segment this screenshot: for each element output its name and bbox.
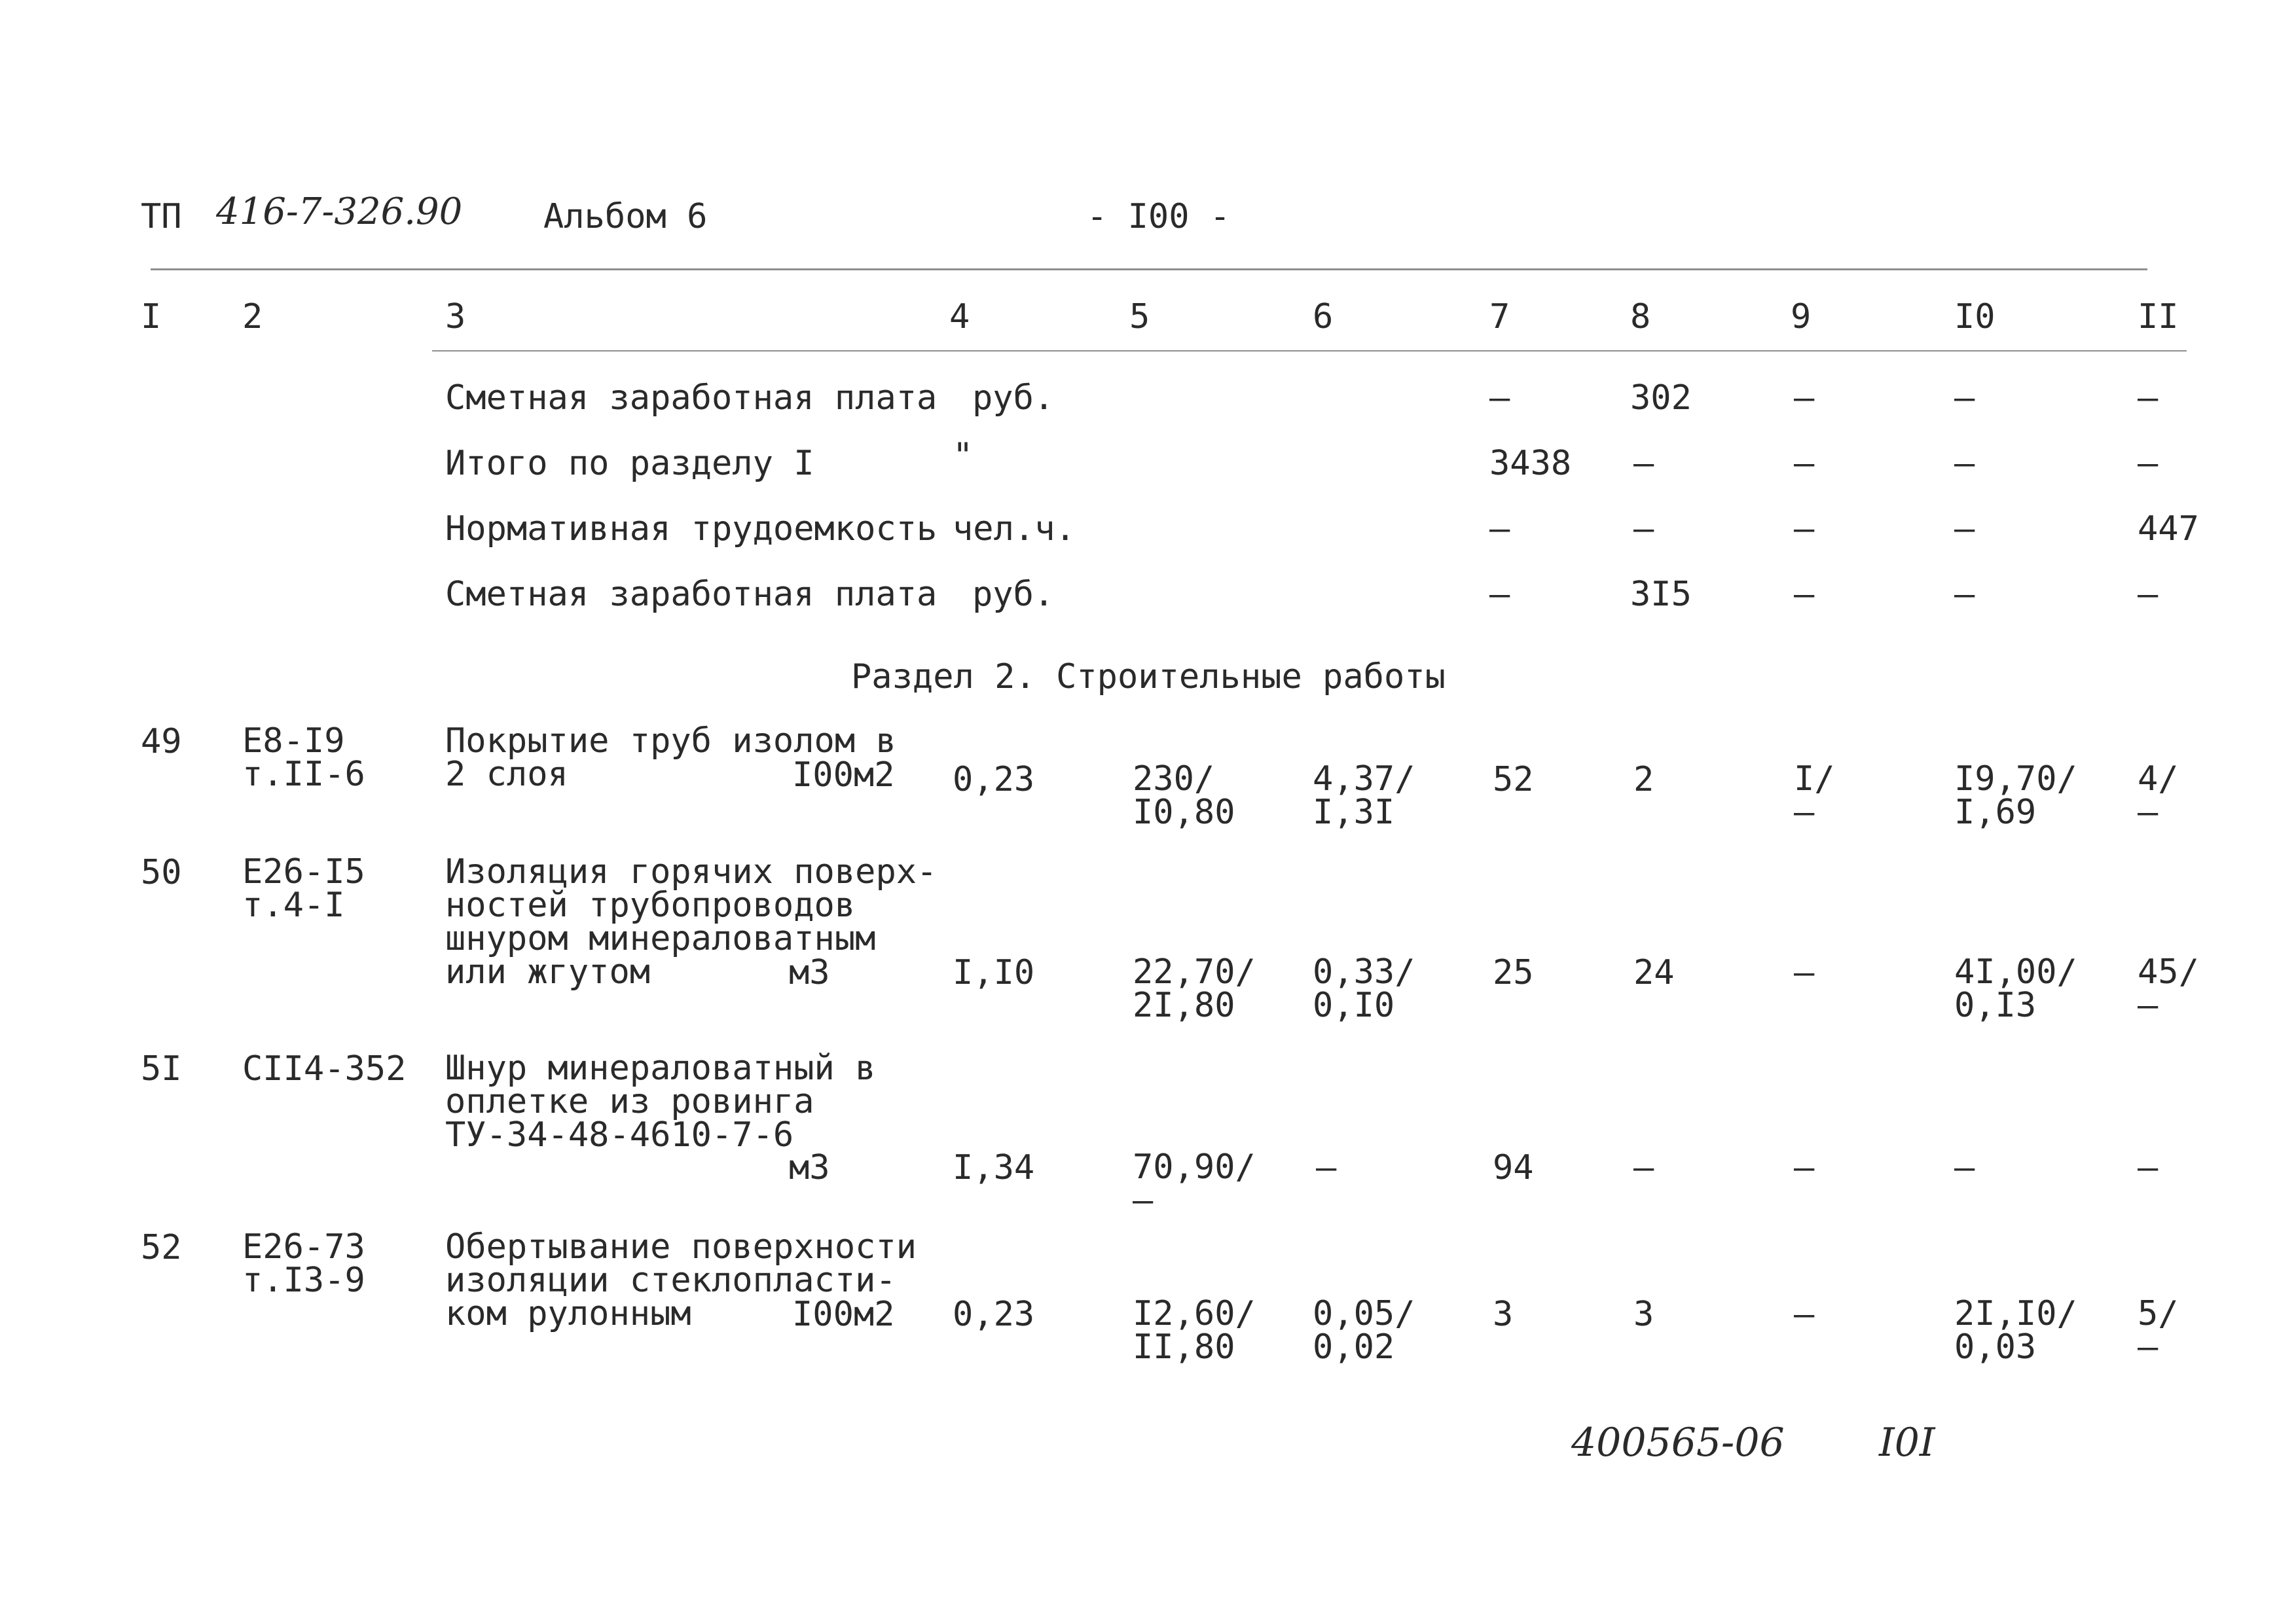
summary-col8: 302 <box>1630 378 1692 418</box>
row-col9: – <box>1794 1295 1815 1334</box>
row-col9: – <box>1794 953 1815 992</box>
row-unit: м3 <box>789 1148 830 1187</box>
row-col6: 0,33/ 0,I0 <box>1313 952 1415 1025</box>
row-quantity: I,34 <box>953 1148 1035 1187</box>
row-number: 52 <box>141 1228 182 1267</box>
row-col5: 230/ I0,80 <box>1133 759 1235 832</box>
column-number: II <box>2138 297 2179 336</box>
summary-unit: " <box>953 436 974 475</box>
row-col6: 4,37/ I,3I <box>1313 759 1415 832</box>
summary-col8: – <box>1633 509 1654 549</box>
summary-col9: – <box>1794 509 1815 549</box>
row-code: Е8-I9 т.II-6 <box>242 721 365 794</box>
row-col9: – <box>1794 1148 1815 1187</box>
summary-col10: – <box>1954 509 1975 549</box>
row-col11: 4/ – <box>2138 759 2179 832</box>
column-number: I0 <box>1954 297 1995 336</box>
summary-col7: – <box>1489 378 1510 418</box>
row-unit: I00м2 <box>792 755 895 795</box>
summary-col7: – <box>1489 575 1510 614</box>
header-prefix: ТП <box>141 197 182 236</box>
row-description: Шнур минераловатный в оплетке из ровинга ТУ-34-48-4610-7-6 <box>445 1049 876 1155</box>
footer-document-number: 400565-06 <box>1571 1420 1785 1466</box>
column-number: 8 <box>1630 297 1651 336</box>
header-page-number: - I00 - <box>1087 197 1231 236</box>
row-unit: I00м2 <box>792 1295 895 1334</box>
summary-col7: 3438 <box>1489 444 1572 483</box>
row-description: Покрытие труб изолом в 2 слоя <box>445 721 896 794</box>
summary-label: Сметная заработная плата <box>445 378 938 418</box>
column-number: 4 <box>949 297 970 336</box>
summary-col9: – <box>1794 444 1815 483</box>
summary-col9: – <box>1794 575 1815 614</box>
row-col8: – <box>1633 1148 1654 1187</box>
column-number: 5 <box>1129 297 1150 336</box>
summary-col10: – <box>1954 444 1975 483</box>
footer-sheet-number: I0I <box>1879 1420 1935 1466</box>
header-rule-top <box>151 268 2147 270</box>
column-number: 7 <box>1489 297 1510 336</box>
row-col8: 3 <box>1633 1295 1654 1334</box>
row-col8: 2 <box>1633 760 1654 799</box>
summary-col8: 3I5 <box>1630 575 1692 614</box>
column-number: 3 <box>445 297 466 336</box>
column-number: 9 <box>1791 297 1812 336</box>
header-rule-bottom <box>432 350 2187 352</box>
row-col10: I9,70/ I,69 <box>1954 759 2077 832</box>
summary-col8: – <box>1633 444 1654 483</box>
row-col11: – <box>2138 1148 2159 1187</box>
summary-label: Сметная заработная плата <box>445 575 938 614</box>
row-number: 5I <box>141 1049 182 1089</box>
column-number: 2 <box>242 297 263 336</box>
row-description: Обертывание поверхности изоляции стеклопласти- ком рулонным <box>445 1227 917 1333</box>
row-quantity: 0,23 <box>953 760 1035 799</box>
row-number: 50 <box>141 853 182 892</box>
row-col7: 3 <box>1493 1295 1514 1334</box>
row-quantity: 0,23 <box>953 1295 1035 1334</box>
row-col9: I/ – <box>1794 759 1835 832</box>
row-col8: 24 <box>1633 953 1675 992</box>
row-quantity: I,I0 <box>953 953 1035 992</box>
section-title: Раздел 2. Строительные работы <box>851 657 1446 696</box>
summary-label: Итого по разделу I <box>445 444 814 483</box>
row-col5: 22,70/ 2I,80 <box>1133 952 1256 1025</box>
row-col10: 4I,00/ 0,I3 <box>1954 952 2077 1025</box>
row-col7: 25 <box>1493 953 1534 992</box>
row-col7: 52 <box>1493 760 1534 799</box>
summary-col10: – <box>1954 575 1975 614</box>
summary-col11: – <box>2138 444 2159 483</box>
summary-col9: – <box>1794 378 1815 418</box>
summary-label: Нормативная трудоемкость <box>445 509 938 549</box>
row-col11: 45/ – <box>2138 952 2199 1025</box>
row-code: Е26-73 т.I3-9 <box>242 1227 365 1300</box>
summary-unit: руб. <box>972 378 1055 418</box>
row-description: Изоляция горячих поверх- ностей трубопроводов шнуром минераловатным или жгутом <box>445 852 938 992</box>
summary-unit: чел.ч. <box>953 509 1076 549</box>
row-col7: 94 <box>1493 1148 1534 1187</box>
row-col5: I2,60/ II,80 <box>1133 1294 1256 1367</box>
row-col6: – <box>1316 1148 1337 1187</box>
header-code: 416-7-326.90 <box>216 190 463 233</box>
row-col10: – <box>1954 1148 1975 1187</box>
summary-col7: – <box>1489 509 1510 549</box>
summary-col11: – <box>2138 575 2159 614</box>
summary-col10: – <box>1954 378 1975 418</box>
summary-unit: руб. <box>972 575 1055 614</box>
row-unit: м3 <box>789 953 830 992</box>
summary-col11: 447 <box>2138 509 2199 549</box>
column-number: I <box>141 297 162 336</box>
row-number: 49 <box>141 722 182 761</box>
row-col11: 5/ – <box>2138 1294 2179 1367</box>
summary-col11: – <box>2138 378 2159 418</box>
row-code: СII4-352 <box>242 1049 407 1089</box>
header-album: Альбом 6 <box>543 197 708 236</box>
row-code: Е26-I5 т.4-I <box>242 852 365 925</box>
row-col6: 0,05/ 0,02 <box>1313 1294 1415 1367</box>
row-col5: 70,90/ – <box>1133 1147 1256 1220</box>
column-number: 6 <box>1313 297 1334 336</box>
row-col10: 2I,I0/ 0,03 <box>1954 1294 2077 1367</box>
